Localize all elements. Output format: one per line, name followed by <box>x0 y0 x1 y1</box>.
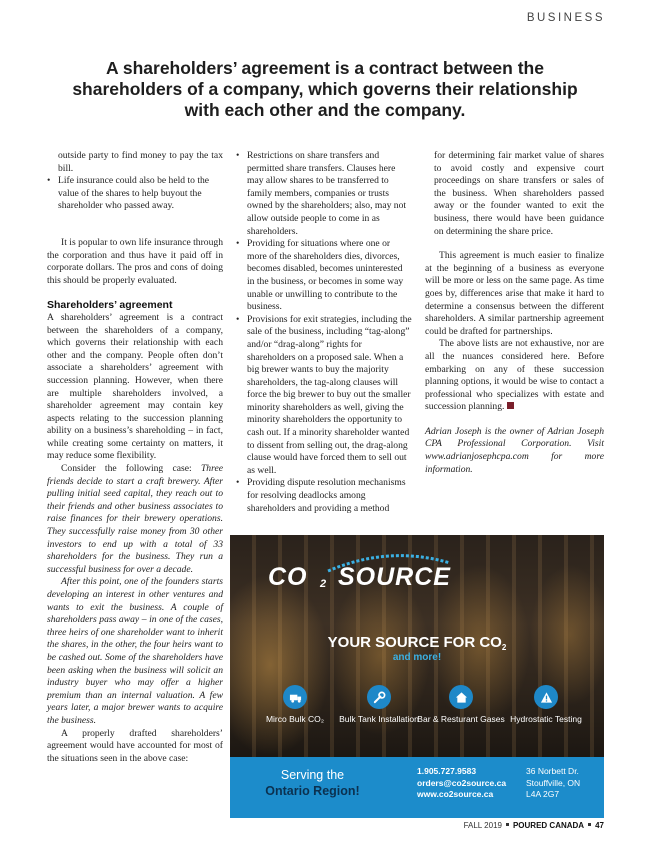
service-label: Mirco Bulk CO₂ <box>265 714 325 724</box>
phone-number[interactable]: 1.905.727.9583 <box>417 766 477 776</box>
paragraph <box>425 338 604 414</box>
tagline-sub: 2 <box>501 643 507 652</box>
case-text: Three friends decide to start a craft brewery. After pulling initial seed capital, they reach out to their friends and other business associates to raise finances for their brewery operations. They successfully raise money from 30 other investors to end up with a total of 33 shareholders for the business. They run a successful business for over a decade. <box>47 463 223 575</box>
bullet-continuation: outside party to find money to pay the tax bill. <box>58 150 223 174</box>
case-lead: Consider the following case: <box>61 463 201 475</box>
bullet-item: • Provisions for exit strategies, including the sale of the business, including “tag-along” and/or “drag-along” rights for shareholders on a proposed sale. When a big brewer wants to buy the majority shareholders, the tag-along clauses will force the big brewer to buy out the smaller minority shareholders as well, giving the minority shareholders the opportunity to cash out. If a minority shareholder wanted to dissent from selling out, the drag-along clause would have forced them to sell out as well. <box>236 314 412 478</box>
co2source-logo <box>268 563 500 593</box>
tagline-main: YOUR SOURCE FOR CO <box>327 634 502 651</box>
bullet-list <box>47 175 223 213</box>
subheading: Shareholders’ agreement <box>47 299 173 312</box>
bullet-item: • Restrictions on share transfers and permitted share transfers. Clauses here may allow shares to be transferred to family members, companies or trusts owned by the shareholders; also, may not allow outside people to come in as shareholders. <box>236 150 412 238</box>
address-line: L4A 2G7 <box>526 789 560 799</box>
paragraph: It is popular to own life insurance through the corporation and thus have it paid off in corporate dollars. The pros and cons of doing this should be properly evaluated. <box>47 236 223 286</box>
bullet-item: • Providing for situations where one or more of the shareholders dies, divorces, becomes disabled, becomes uninterested in the business, or becomes in some way unable or unwilling to contribute to the business. <box>236 238 412 314</box>
separator-icon <box>588 823 591 826</box>
logo-text-sub: 2 <box>320 578 327 590</box>
email-link[interactable]: orders@co2source.ca <box>417 777 507 788</box>
contact-info <box>417 766 506 801</box>
house-icon <box>449 685 473 709</box>
service-label: Bar & Resturant Gases <box>417 714 505 724</box>
paragraph: A shareholders’ agreement is a contract between the shareholders of a company, which governs their relationship with each other and the company. People often don’t associate a shareholders’ agreement with succession planning. However, when there are multiple shareholders involved, a shareholder agreement may contain key aspects relating to the succession planning ability on a business’s shareholding – in fact, while creating some certainty on matters, it may reduce some flexibility. <box>47 311 223 462</box>
page-number: 47 <box>595 821 604 830</box>
service-item <box>334 685 424 725</box>
serving-region <box>260 767 365 799</box>
author-bio: Adrian Joseph is the owner of Adrian Joseph CPA Professional Corporation. Visit www.adrianjosephcpa.com for more information. <box>425 425 604 475</box>
wrench-icon <box>367 685 391 709</box>
separator-icon <box>506 823 509 826</box>
case-paragraph-2: After this point, one of the founders starts developing an interest in other ventures and wants to exit the business. A couple of shareholders pass away – in one of the cases, three heirs of one shareholder want to inherit the shares, in the other, the four heirs want to be cashed out. Some of the shareholders have been asking when the business will solicit an industry buyer who may offer a higher premium than an internal valuation. A few years later, a major brewer wants to acquire the business. <box>47 576 223 726</box>
address-line: Stouffville, ON <box>526 777 581 788</box>
case-paragraph <box>47 463 223 576</box>
ad-tagline-more: and more! <box>392 652 442 663</box>
website-link[interactable]: www.co2source.ca <box>417 789 494 799</box>
advertisement[interactable] <box>230 535 604 818</box>
paragraph: A properly drafted shareholders’ agreement would have accounted for most of the situations seen in the above case: <box>47 727 223 764</box>
ad-tagline <box>230 634 604 652</box>
section-label: BUSINESS <box>526 12 605 24</box>
pull-quote: A shareholders’ agreement is a contract between the shareholders of a company, which governs their relationship with each other and the company. <box>72 58 578 120</box>
ad-contact-bar <box>230 757 604 818</box>
paragraph-text: The above lists are not exhaustive, nor are all the nuances considered here. Before embarking on any of these succession planning options, it would be wise to contact a professional who specializes with estate and succession planning. <box>425 338 604 413</box>
bullet-item: • Life insurance could also be held to the value of the shares to help buyout the shareholder who passed away. <box>47 175 223 213</box>
issue-date: FALL 2019 <box>463 821 502 830</box>
column-2 <box>236 150 412 515</box>
paragraph: This agreement is much easier to finalize at the beginning of a business as everyone will be more or less on the same page. As time goes by, differences arise that make it hard to determine a consensus between the different shareholders. A similar partnership agreement could be drafted for partnerships. <box>425 250 604 337</box>
serving-line-1: Serving the <box>280 768 345 782</box>
truck-icon <box>283 685 307 709</box>
column-3 <box>425 150 604 476</box>
address <box>526 766 580 801</box>
service-label: Hydrostatic Testing <box>510 714 582 724</box>
service-label: Bulk Tank Installation <box>339 714 419 724</box>
service-item <box>498 685 594 725</box>
column-1 <box>47 150 223 765</box>
service-item <box>250 685 340 725</box>
ad-photo-background <box>230 535 604 757</box>
bullet-continuation: for determining fair market value of shares to avoid costly and expensive court proceedings on share transfers or sales of the business. When shareholders passed away or the founder wanted to exit the business, there would have been guidance on determining the share price. <box>434 150 604 237</box>
end-mark-icon <box>507 402 514 409</box>
serving-line-2: Ontario Region! <box>265 784 360 798</box>
page-footer <box>464 821 604 830</box>
logo-text-co: CO <box>268 563 308 591</box>
magazine-name: POURED CANADA <box>512 821 585 830</box>
address-line: 36 Norbett Dr. <box>526 766 579 776</box>
bullet-list <box>236 150 412 515</box>
warning-icon <box>534 685 558 709</box>
logo-text-source: SOURCE <box>338 563 451 591</box>
service-item <box>416 685 506 725</box>
bullet-item: • Providing dispute resolution mechanisms for resolving deadlocks among shareholders and providing a method <box>236 477 412 515</box>
